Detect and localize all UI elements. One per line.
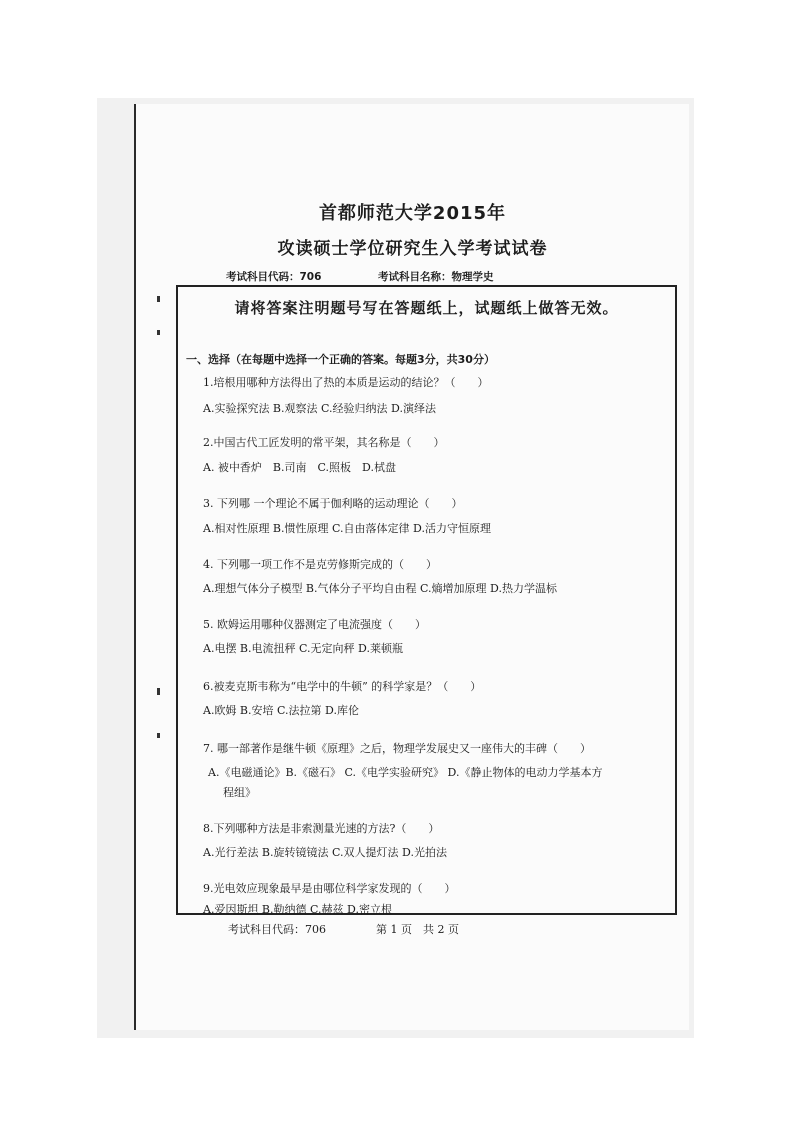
question-9: 9.光电效应现象最早是由哪位科学家发现的（ ） bbox=[203, 882, 456, 895]
question-4-options: A.理想气体分子模型 B.气体分子平均自由程 C.熵增加原理 D.热力学温标 bbox=[203, 582, 557, 595]
question-6-options: A.欧姆 B.安培 C.法拉第 D.库伦 bbox=[203, 704, 359, 717]
subject-code: 考试科目代码：706 bbox=[226, 271, 322, 283]
question-2-options: A. 被中香炉 B.司南 C.照板 D.栻盘 bbox=[203, 461, 396, 474]
question-1: 1.培根用哪种方法得出了热的本质是运动的结论？（ ） bbox=[203, 376, 489, 389]
question-5: 5. 欧姆运用哪种仪器测定了电流强度（ ） bbox=[203, 618, 426, 631]
question-4: 4. 下列哪一项工作不是克劳修斯完成的（ ） bbox=[203, 558, 437, 571]
exam-page bbox=[134, 104, 689, 1030]
question-box bbox=[176, 285, 677, 915]
scan-mark bbox=[157, 733, 160, 738]
notice: 请将答案注明题号写在答题纸上，试题纸上做答无效。 bbox=[234, 299, 619, 317]
exam-title: 攻读硕士学位研究生入学考试试卷 bbox=[277, 239, 548, 259]
scan-mark bbox=[157, 688, 160, 695]
question-5-options: A.电摆 B.电流扭秤 C.无定向秤 D.莱顿瓶 bbox=[203, 642, 403, 655]
question-7-options: A.《电磁通论》B.《磁石》 C.《电学实验研究》 D.《静止物体的电动力学基本方 bbox=[208, 766, 603, 779]
scan-mark bbox=[157, 330, 160, 335]
section-title: 一、选择（在每题中选择一个正确的答案。每题3分，共30分） bbox=[186, 353, 495, 366]
question-3-options: A.相对性原理 B.惯性原理 C.自由落体定律 D.活力守恒原理 bbox=[203, 522, 491, 535]
question-7-options-cont: 程组》 bbox=[223, 786, 256, 799]
question-1-options: A.实验探究法 B.观察法 C.经验归纳法 D.演绎法 bbox=[203, 402, 436, 415]
question-2: 2.中国古代工匠发明的常平架，其名称是（ ） bbox=[203, 436, 445, 449]
question-6: 6.被麦克斯韦称为“电学中的牛顿” 的科学家是？（ ） bbox=[203, 680, 482, 693]
scan-mark bbox=[157, 296, 160, 302]
question-8-options: A.光行差法 B.旋转镜镜法 C.双人提灯法 D.光拍法 bbox=[203, 846, 447, 859]
question-9-options: A.爱因斯坦 B.勒纳德 C.赫兹 D.密立根 bbox=[203, 903, 392, 916]
footer-subject-code: 考试科目代码：706 bbox=[228, 923, 326, 936]
question-8: 8.下列哪种方法是非索测量光速的方法?（ ） bbox=[203, 822, 440, 835]
footer-page-number: 第 1 页 共 2 页 bbox=[376, 923, 459, 936]
university-title: 首都师范大学2015年 bbox=[318, 203, 507, 224]
question-7: 7. 哪一部著作是继牛顿《原理》之后，物理学发展史又一座伟大的丰碑（ ） bbox=[203, 742, 591, 755]
question-3: 3. 下列哪 一个理论不属于伽利略的运动理论（ ） bbox=[203, 497, 463, 510]
subject-name: 考试科目名称：物理学史 bbox=[378, 271, 494, 283]
